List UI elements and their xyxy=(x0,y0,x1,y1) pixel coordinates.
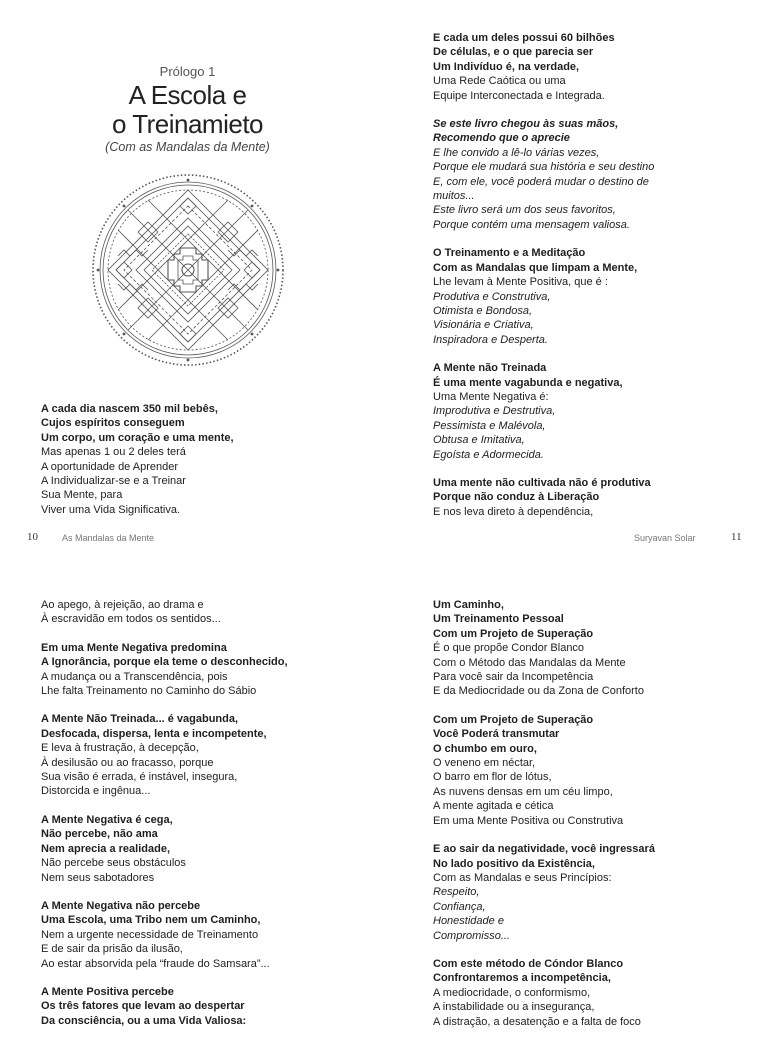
text-line: Uma Escola, uma Tribo nem um Caminho, xyxy=(41,914,261,927)
text-line: E ao sair da negatividade, você ingressará xyxy=(433,843,655,856)
paragraph xyxy=(41,985,288,1028)
text-line: Nem seus sabotadores xyxy=(41,871,155,884)
text-line: Este livro será um dos seus favoritos, xyxy=(433,204,616,217)
paragraph xyxy=(433,117,654,232)
text-line: Porque não conduz à Liberação xyxy=(433,491,600,504)
text-line: É o que propõe Condor Blanco xyxy=(433,642,585,655)
text-line: Desfocada, dispersa, lenta e incompetente, xyxy=(41,727,267,740)
paragraph xyxy=(433,476,654,519)
text-line: Em uma Mente Negativa predomina xyxy=(41,641,227,654)
text-line: Um corpo, um coração e uma mente, xyxy=(41,431,234,444)
text-line: Sua Mente, para xyxy=(41,489,123,502)
paragraph xyxy=(433,957,655,1029)
chapter-subtitle: (Com as Mandalas da Mente) xyxy=(105,140,270,154)
text-line: Com um Projeto de Superação xyxy=(433,713,594,726)
page2-left-column xyxy=(41,598,288,1042)
paragraph xyxy=(433,713,655,828)
text-line: A Mente não Treinada xyxy=(433,362,547,375)
chapter-title-line2: o Treinamieto xyxy=(111,109,264,139)
text-line: Você Poderá transmutar xyxy=(433,728,560,741)
paragraph xyxy=(41,402,234,517)
text-line: E lhe convido a lê-lo várias vezes, xyxy=(433,146,600,159)
text-line: Não percebe, não ama xyxy=(41,828,158,841)
text-line: O veneno em néctar, xyxy=(433,757,536,770)
mandala-illustration xyxy=(88,160,288,380)
text-line: As nuvens densas em um céu limpo, xyxy=(433,785,613,798)
text-line: Um Treinamento Pessoal xyxy=(433,613,564,626)
text-line: A mudança ou a Transcendência, pois xyxy=(41,670,228,683)
text-line: E cada um deles possui 60 bilhões xyxy=(433,32,615,44)
text-line: No lado positivo da Existência, xyxy=(433,857,595,870)
text-line: Egoísta e Adormecida. xyxy=(433,448,544,461)
text-line: A instabilidade ou a insegurança, xyxy=(433,1001,595,1014)
text-line: A Mente Não Treinada... é vagabunda, xyxy=(41,713,239,726)
text-line: Um Caminho, xyxy=(433,599,504,611)
text-line: De células, e o que parecia ser xyxy=(433,46,594,59)
chapter-header xyxy=(75,63,300,155)
text-line: Com o Método das Mandalas da Mente xyxy=(433,656,626,669)
text-line: Não percebe seus obstáculos xyxy=(41,857,186,870)
text-line: A Ignorância, porque ela teme o desconhecido, xyxy=(41,656,288,669)
text-line: O Treinamento e a Meditação xyxy=(433,247,586,260)
text-line: Mas apenas 1 ou 2 deles terá xyxy=(41,446,186,459)
text-line: A Mente Negativa não percebe xyxy=(41,899,201,912)
text-line: muitos... xyxy=(433,190,475,203)
page2-right-column xyxy=(433,598,655,1043)
text-line: E leva à frustração, à decepção, xyxy=(41,742,199,755)
text-line: O chumbo em ouro, xyxy=(433,742,537,755)
text-line: Porque ele mudará sua história e seu destino xyxy=(433,161,655,174)
text-line: Ao estar absorvida pela “fraude do Samsara”... xyxy=(41,957,270,970)
text-line: Improdutiva e Destrutiva, xyxy=(433,405,556,418)
running-title-right: Suryavan Solar xyxy=(634,533,696,543)
text-line: Respeito, xyxy=(433,886,480,899)
text-line: Nem a urgente necessidade de Treinamento xyxy=(41,928,259,941)
text-line: Com as Mandalas e seus Princípios: xyxy=(433,871,612,884)
text-line: Para você sair da Incompetência xyxy=(433,671,594,684)
text-line: Ao apego, à rejeição, ao drama e xyxy=(41,599,204,611)
text-line: Com um Projeto de Superação xyxy=(433,627,594,640)
text-line: Os três fatores que levam ao despertar xyxy=(41,1000,245,1013)
text-line: Uma Rede Caótica ou uma xyxy=(433,75,566,88)
paragraph xyxy=(433,31,654,103)
text-line: Confiança, xyxy=(433,900,486,913)
paragraph xyxy=(41,813,288,885)
text-line: Viver uma Vida Significativa. xyxy=(41,503,180,516)
text-line: Inspiradora e Desperta. xyxy=(433,333,548,346)
paragraph xyxy=(433,361,654,462)
text-line: Com as Mandalas que limpam a Mente, xyxy=(433,261,638,274)
text-line: Com este método de Cóndor Blanco xyxy=(433,957,624,970)
text-line: Equipe Interconectada e Integrada. xyxy=(433,89,605,102)
text-line: À escravidão em todos os sentidos... xyxy=(41,613,221,626)
page1-left-column xyxy=(41,402,234,531)
text-line: Sua visão é errada, é instável, insegura, xyxy=(41,771,238,784)
page-number-right: 11 xyxy=(731,531,742,543)
text-line: Distorcida e ingênua... xyxy=(41,785,151,798)
text-line: A distração, a desatenção e a falta de foco xyxy=(433,1015,641,1028)
text-line: Produtiva e Construtiva, xyxy=(433,290,551,303)
text-line: Um Indivíduo é, na verdade, xyxy=(433,60,580,73)
text-line: Cujos espíritos conseguem xyxy=(41,417,185,430)
text-line: Porque contém uma mensagem valiosa. xyxy=(433,218,630,231)
text-line: Lhe levam à Mente Positiva, que é : xyxy=(433,276,608,289)
text-line: Compromisso... xyxy=(433,929,511,942)
paragraph xyxy=(41,712,288,798)
text-line: A Mente Positiva percebe xyxy=(41,985,174,998)
paragraph xyxy=(433,598,655,699)
text-line: Recomendo que o aprecie xyxy=(433,132,570,145)
paragraph xyxy=(41,899,288,971)
text-line: E da Mediocridade ou da Zona de Conforto xyxy=(433,685,644,698)
text-line: Uma Mente Negativa é: xyxy=(433,390,549,403)
text-line: A Mente Negativa é cega, xyxy=(41,813,173,826)
text-line: Se este livro chegou às suas mãos, xyxy=(433,118,619,131)
running-title-left: As Mandalas da Mente xyxy=(62,533,155,543)
paragraph xyxy=(433,246,654,347)
page1-right-column xyxy=(433,31,654,533)
paragraph xyxy=(41,598,288,627)
page-number-left: 10 xyxy=(27,531,38,543)
text-line: Em uma Mente Positiva ou Construtiva xyxy=(433,814,624,827)
text-line: Visionária e Criativa, xyxy=(433,319,534,332)
text-line: Uma mente não cultivada não é produtiva xyxy=(433,476,651,489)
prologue-label: Prólogo 1 xyxy=(159,64,216,79)
text-line: Otimista e Bondosa, xyxy=(433,304,533,317)
chapter-title-line1: A Escola e xyxy=(128,80,247,110)
text-line: A oportunidade de Aprender xyxy=(41,460,179,473)
text-line: À desilusão ou ao fracasso, porque xyxy=(41,756,214,769)
text-line: A Individualizar-se e a Treinar xyxy=(41,475,186,488)
text-line: Da consciência, ou a uma Vida Valiosa: xyxy=(41,1014,247,1027)
text-line: Confrontaremos a incompetência, xyxy=(433,972,611,985)
text-line: E nos leva direto à dependência, xyxy=(433,505,594,518)
text-line: A mente agitada e cética xyxy=(433,800,554,813)
text-line: Honestidade e xyxy=(433,915,504,928)
text-line: O barro em flor de lótus, xyxy=(433,771,552,784)
paragraph xyxy=(433,842,655,943)
text-line: Pessimista e Malévola, xyxy=(433,419,546,432)
text-line: A cada dia nascem 350 mil bebês, xyxy=(41,403,218,415)
text-line: Obtusa e Imitativa, xyxy=(433,434,525,447)
text-line: E, com ele, você poderá mudar o destino de xyxy=(433,175,649,188)
text-line: Nem aprecia a realidade, xyxy=(41,842,171,855)
text-line: Lhe falta Treinamento no Caminho do Sábio xyxy=(41,685,257,698)
text-line: E de sair da prisão da ilusão, xyxy=(41,943,183,956)
text-line: A mediocridade, o conformismo, xyxy=(433,986,591,999)
text-line: É uma mente vagabunda e negativa, xyxy=(433,376,623,389)
paragraph xyxy=(41,641,288,699)
